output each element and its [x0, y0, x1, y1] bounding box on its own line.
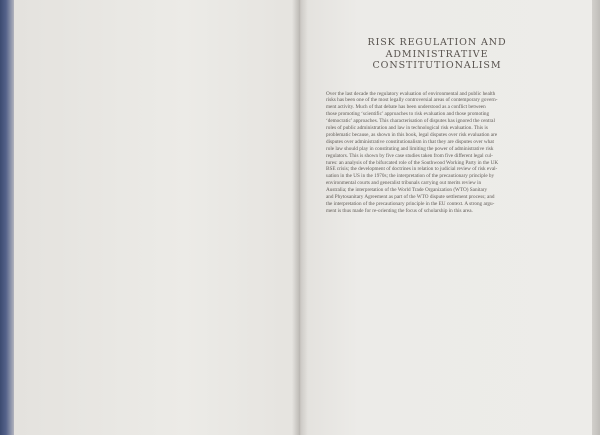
abstract-line: uation in the US in the 1970s; the interpretation of the precautionary principle by: [326, 173, 495, 180]
book-title-line-1: RISK REGULATION AND ADMINISTRATIVE: [367, 37, 507, 60]
abstract-line: Over the last decade the regulatory evaluation of environmental and public health: [326, 90, 496, 97]
abstract-line: role law should play in constituting and limiting the power of administrative risk: [326, 145, 494, 152]
book-abstract: [326, 37, 548, 215]
abstract-line: and Phytosanitary Agreement as part of the WTO dispute settlement process; and: [326, 194, 495, 201]
abstract-text: [326, 91, 548, 215]
page-gutter: [292, 0, 308, 435]
abstract-line: BSE crisis; the development of doctrines in relation to judicial review of risk eval-: [326, 166, 498, 173]
abstract-line: tures: an analysis of the bifurcated role of the Southwood Working Party in the UK: [326, 159, 499, 166]
abstract-line: regulators. This is shown by five case studies taken from five different legal cul-: [326, 152, 493, 159]
abstract-line: the interpretation of the precautionary principle in the EU context. A strong argu-: [326, 201, 495, 207]
abstract-line: ment is thus made for re-orienting the focus of scholarship in this area.: [326, 207, 473, 214]
abstract-line: problematic because, as shown in this book, legal disputes over risk evaluation are: [326, 131, 498, 138]
blank-left-page: [14, 0, 299, 435]
abstract-line: environmental courts and generalist tribunals carrying out merits review in: [326, 180, 482, 187]
abstract-line: ‘democratic’ approaches. This characterisation of disputes has ignored the central: [326, 118, 495, 125]
abstract-line: roles of public administration and law in technological risk evaluation. This is: [326, 125, 488, 132]
abstract-line: ment activity. Much of that debate has been understood as a conflict between: [326, 104, 486, 111]
page-edge: [592, 0, 600, 435]
abstract-line: those promoting ‘scientific’ approaches to risk evaluation and those promoting: [326, 111, 490, 118]
book-title-line-2: CONSTITUTIONALISM: [372, 60, 502, 71]
abstract-line: Australia; the interpretation of the World Trade Organization (WTO) Sanitary: [326, 187, 488, 194]
abstract-line: disputes over administrative constitutionalism in that they are disputes over what: [326, 138, 494, 145]
abstract-line: risks has been one of the most legally controversial areas of contemporary govern-: [326, 97, 498, 104]
book-title: [326, 37, 548, 72]
